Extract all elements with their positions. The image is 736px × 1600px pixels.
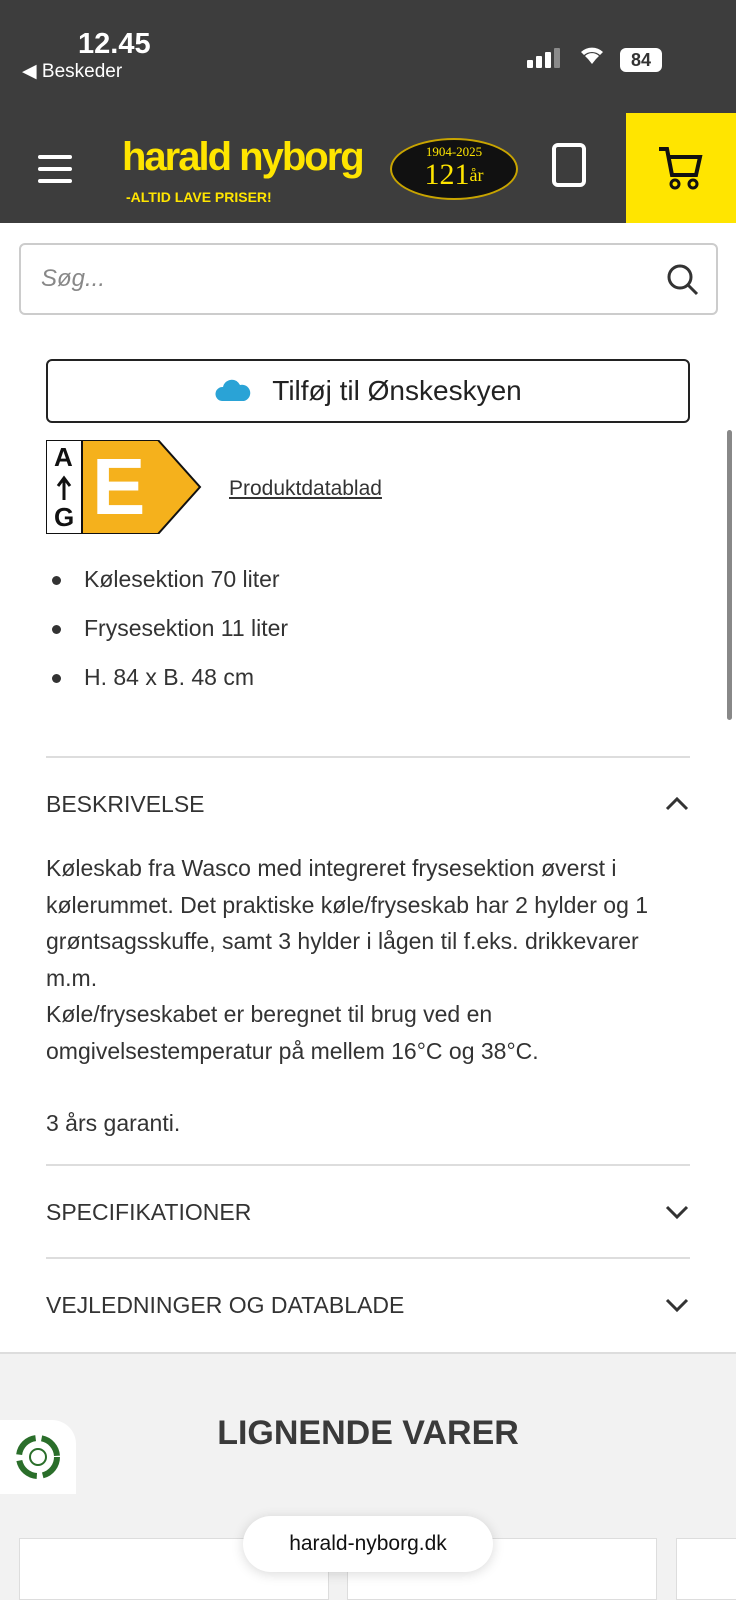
product-card[interactable] <box>676 1538 736 1600</box>
search-placeholder: Søg... <box>41 265 106 292</box>
chevron-up-icon[interactable] <box>664 796 690 812</box>
chevron-down-icon[interactable] <box>664 1204 690 1220</box>
recycle-icon <box>0 1420 76 1494</box>
url-bar[interactable]: harald-nyborg.dk <box>243 1516 493 1572</box>
feature-item: Kølesektion 70 liter <box>46 566 288 593</box>
cart-button[interactable] <box>626 113 736 223</box>
menu-icon[interactable] <box>38 155 72 191</box>
chevron-down-icon[interactable] <box>664 1297 690 1313</box>
accordion-title: VEJLEDNINGER OG DATABLADE <box>46 1291 405 1318</box>
energy-label[interactable] <box>46 440 206 534</box>
status-bar <box>0 0 736 113</box>
back-to-messages[interactable]: ◀ Beskeder <box>22 61 123 82</box>
energy-scale-bottom: G <box>54 502 75 532</box>
search-icon[interactable] <box>666 263 700 297</box>
anniversary-badge <box>390 138 518 200</box>
wifi-icon <box>577 42 607 73</box>
description-p2: Køle/fryseskabet er beregnet til brug ved en omgivelsestemperatur på mellem 16°C og 38°C. <box>46 1001 539 1064</box>
cart-icon <box>656 143 706 193</box>
site-header <box>0 113 736 223</box>
description-warranty: 3 års garanti. <box>46 1110 181 1136</box>
shopping-list-icon[interactable] <box>552 143 586 187</box>
logo[interactable]: harald nyborg <box>122 135 363 179</box>
add-to-wishlist-button[interactable] <box>46 359 690 423</box>
anniv-number: 121 <box>424 158 470 191</box>
slogan: -ALTID LAVE PRISER! <box>126 189 272 205</box>
feature-item: H. 84 x B. 48 cm <box>46 664 288 691</box>
feature-list <box>46 566 288 713</box>
energy-scale-top: A <box>54 442 73 472</box>
accordion-title: SPECIFIKATIONER <box>46 1198 252 1225</box>
scrollbar[interactable] <box>727 430 732 720</box>
accordion-guides[interactable] <box>46 1257 690 1351</box>
battery-icon: 84 <box>620 48 662 72</box>
accordion-description[interactable] <box>46 756 690 850</box>
energy-class: E <box>92 442 146 531</box>
search-input[interactable] <box>19 243 718 315</box>
signal-icon <box>527 48 560 68</box>
product-datasheet-link[interactable]: Produktdatablad <box>229 477 382 500</box>
clock: 12.45 <box>78 28 151 60</box>
cloud-icon <box>214 379 252 403</box>
section-title: LIGNENDE VARER <box>217 1414 519 1452</box>
anniv-unit: år <box>469 165 484 185</box>
recycle-badge[interactable] <box>0 1420 76 1494</box>
anniv-years: 1904-2025 <box>425 144 483 159</box>
wishlist-label: Tilføj til Ønskeskyen <box>272 375 522 406</box>
description-text <box>46 850 696 1142</box>
feature-item: Frysesektion 11 liter <box>46 615 288 642</box>
accordion-title: BESKRIVELSE <box>46 790 205 817</box>
accordion-specifications[interactable] <box>46 1164 690 1258</box>
description-p1: Køleskab fra Wasco med integreret frysesektion øverst i kølerummet. Det praktiske køle/fryseskab har 2 hylder og 1 grøntsagsskuffe, samt 3 hylder i lågen til f.eks. drikkevarer m.m. <box>46 855 649 991</box>
